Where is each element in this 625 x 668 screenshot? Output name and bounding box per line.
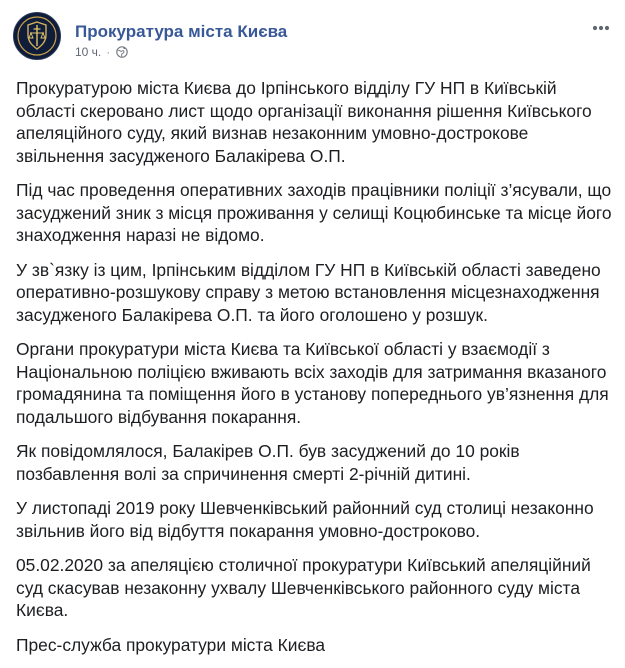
- post-paragraph: Прес-служба прокуратури міста Києва: [16, 634, 326, 655]
- page-avatar[interactable]: [13, 12, 61, 60]
- post-paragraph: У листопаді 2019 року Шевченківський районний суд столиці незаконно звільнив його від відбуття покарання умовно-достроково.: [16, 498, 594, 541]
- more-options-icon[interactable]: [589, 18, 613, 38]
- post-timestamp[interactable]: 10 ч.: [75, 45, 102, 59]
- post-paragraph: 05.02.2020 за апеляцією столичної прокуратури Київський апеляційний суд скасував незаконну ухвалу Шевченківського районного суду міста Києва.: [16, 555, 591, 620]
- post-body: [16, 77, 614, 668]
- meta-separator: ·: [106, 45, 111, 59]
- post-paragraph: Під час проведення оперативних заходів працівники поліції з’ясували, що засуджений зник з місця проживання у селищі Коцюбинське та місце його знаходження наразі не відомо.: [16, 180, 612, 245]
- prosecutor-emblem-logo: [14, 13, 60, 59]
- post-header: [13, 12, 613, 60]
- post-meta: [75, 45, 128, 59]
- post-paragraph: Органи прокуратури міста Києва та Київської області у взаємодії з Національною поліцією вживають всіх заходів для затримання вказаного громадянина та поміщення його в установу попереднього ув’язнення для подальшого відбування покарання.: [16, 339, 609, 427]
- post-paragraph: Прокуратурою міста Києва до Ірпінського відділу ГУ НП в Київській області скеровано лист щодо організації виконання рішення Київського апеляційного суду, який визнав незаконним умовно-дострокове звільнення засудженого Балакірева О.П.: [16, 78, 592, 166]
- page-name-link[interactable]: Прокуратура міста Києва: [75, 22, 288, 41]
- post-paragraph: Як повідомлялося, Балакірев О.П. був засуджений до 10 років позбавлення волі за спричинення смерті 2-річній дитині.: [16, 441, 520, 484]
- post-paragraph: У зв`язку із цим, Ірпінським відділом ГУ НП в Київській області заведено оперативно-розшукову справу з метою встановлення місцезнаходження засудженого Балакірева О.П. та його оголошено у розшук.: [16, 259, 601, 325]
- globe-icon[interactable]: [116, 46, 128, 58]
